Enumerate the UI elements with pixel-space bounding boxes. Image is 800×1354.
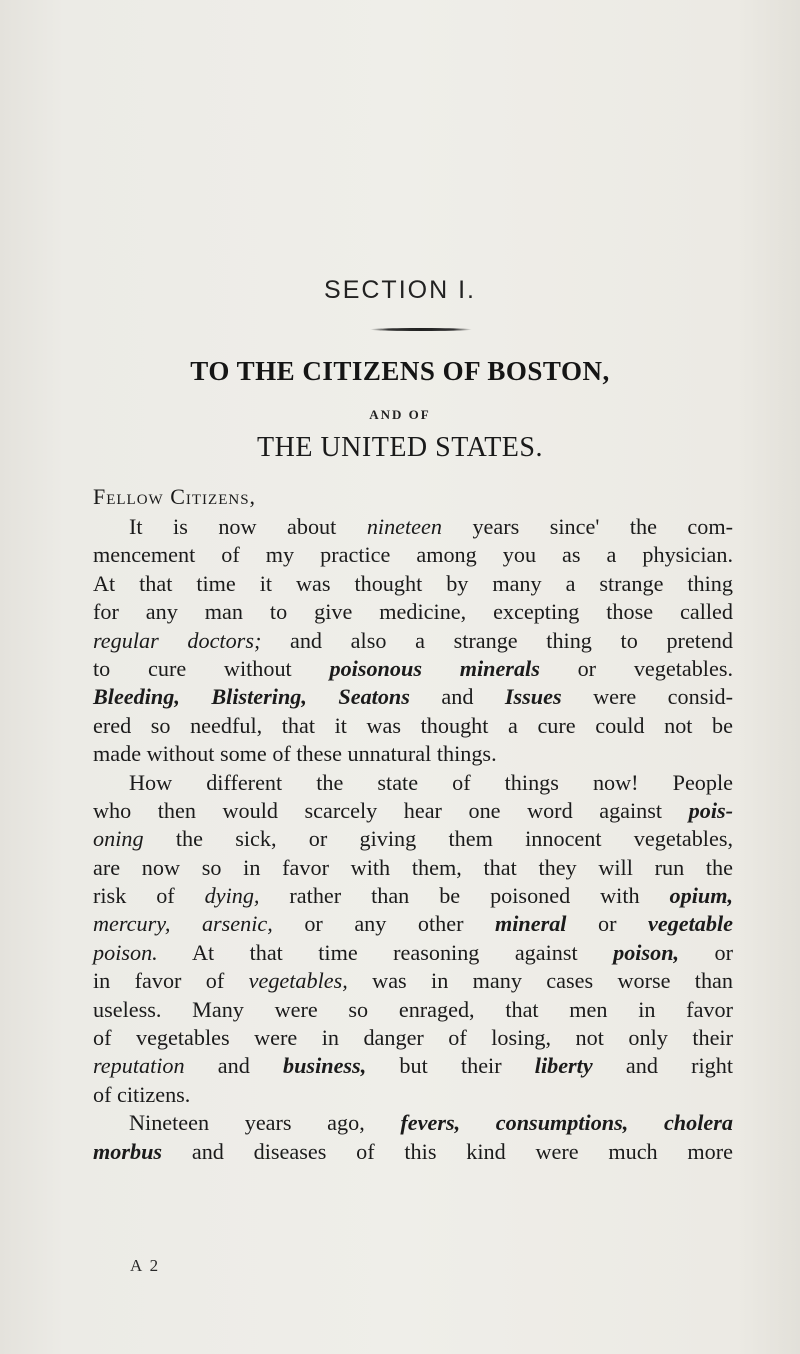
text-segment: At that time reasoning against xyxy=(157,939,614,965)
text-line xyxy=(93,967,733,995)
text-segment: risk of xyxy=(93,883,205,909)
text-segment: fevers, consumptions, cholera xyxy=(400,1110,733,1136)
text-line xyxy=(93,541,733,569)
text-segment: poison. xyxy=(93,939,158,965)
text-segment: Issues xyxy=(504,684,562,710)
text-segment: in favor of xyxy=(93,968,249,994)
text-line xyxy=(93,712,733,740)
text-segment: morbus xyxy=(93,1138,163,1164)
text-line xyxy=(93,939,733,967)
text-segment: poison, xyxy=(613,939,680,965)
text-segment: How different the state of things now! People xyxy=(129,769,733,795)
text-segment: and also a strange thing to pretend xyxy=(261,627,733,653)
text-segment: pois- xyxy=(688,797,733,823)
text-segment: but their xyxy=(366,1053,535,1079)
text-segment: useless. Many were so enraged, that men in favor xyxy=(93,996,733,1022)
text-line xyxy=(93,910,733,938)
text-segment: were consid- xyxy=(561,684,733,710)
text-line xyxy=(93,598,733,626)
text-segment: It is now about xyxy=(129,514,367,539)
text-segment: mencement of my practice among you as a physician. xyxy=(93,542,733,568)
text-segment: and diseases of this kind were much more xyxy=(162,1138,733,1164)
text-segment: business, xyxy=(283,1053,367,1079)
text-line xyxy=(93,996,733,1024)
text-line xyxy=(93,769,733,797)
text-segment: Bleeding, Blistering, Seatons xyxy=(93,684,410,710)
text-segment: to cure without xyxy=(93,655,330,681)
text-segment: dying, xyxy=(204,883,260,909)
text-segment: or xyxy=(566,911,648,937)
section-heading: SECTION I. xyxy=(324,276,476,304)
text-line xyxy=(93,854,733,882)
text-line xyxy=(93,825,733,853)
text-segment: was in many cases worse than xyxy=(347,968,733,994)
text-segment: years since' the com- xyxy=(441,514,734,539)
text-segment: who then would scarcely hear one word against xyxy=(93,797,689,823)
text-segment: mercury, arsenic, xyxy=(93,911,273,937)
text-segment: or any other xyxy=(272,911,495,937)
text-line xyxy=(93,683,733,711)
text-segment: regular doctors; xyxy=(93,627,262,653)
text-line xyxy=(93,1081,733,1109)
title-line-2: THE UNITED STATES. xyxy=(257,432,543,463)
title-conjunction: AND OF xyxy=(369,407,431,422)
text-segment: and right xyxy=(592,1053,733,1079)
text-line xyxy=(93,627,733,655)
text-segment: and xyxy=(409,684,505,710)
salutation: Fellow Citizens, xyxy=(93,484,257,509)
text-segment: vegetables, xyxy=(248,968,348,994)
text-line xyxy=(93,882,733,910)
text-segment: the sick, or giving them innocent vegetables, xyxy=(143,826,733,852)
signature-mark: A 2 xyxy=(130,1256,161,1275)
text-segment: of citizens. xyxy=(93,1081,191,1107)
text-line xyxy=(93,1138,733,1166)
text-segment: reputation xyxy=(93,1053,185,1079)
text-segment: rather than be poisoned with xyxy=(259,883,670,909)
text-line xyxy=(93,1052,733,1080)
text-segment: oning xyxy=(93,826,144,852)
text-line xyxy=(93,655,733,683)
text-segment: or xyxy=(679,939,733,965)
text-segment: for any man to give medicine, excepting those called xyxy=(93,599,733,625)
text-line xyxy=(93,797,733,825)
text-line xyxy=(93,513,733,541)
text-segment: nineteen xyxy=(366,514,442,539)
title-line-1: TO THE CITIZENS OF BOSTON, xyxy=(190,356,610,386)
body-text xyxy=(93,513,733,1166)
text-segment: of vegetables were in danger of losing, not only their xyxy=(93,1025,733,1051)
text-segment: and xyxy=(184,1053,283,1079)
text-segment: Nineteen years ago, xyxy=(129,1110,401,1136)
text-segment: mineral xyxy=(494,911,567,937)
text-segment: ered so needful, that it was thought a cure could not be xyxy=(93,712,733,738)
text-segment: are now so in favor with them, that they will run the xyxy=(93,854,733,880)
text-segment: At that time it was thought by many a strange thing xyxy=(93,570,733,596)
text-line xyxy=(93,740,733,768)
text-segment: made without some of these unnatural things. xyxy=(93,741,497,767)
text-segment: liberty xyxy=(534,1053,593,1079)
text-segment: opium, xyxy=(669,883,734,909)
text-segment: or vegetables. xyxy=(539,655,733,681)
text-segment: vegetable xyxy=(648,911,734,937)
text-line xyxy=(93,1109,733,1137)
text-segment: poisonous minerals xyxy=(329,655,540,681)
text-line xyxy=(93,1024,733,1052)
text-line xyxy=(93,570,733,598)
ornamental-rule xyxy=(370,328,472,331)
